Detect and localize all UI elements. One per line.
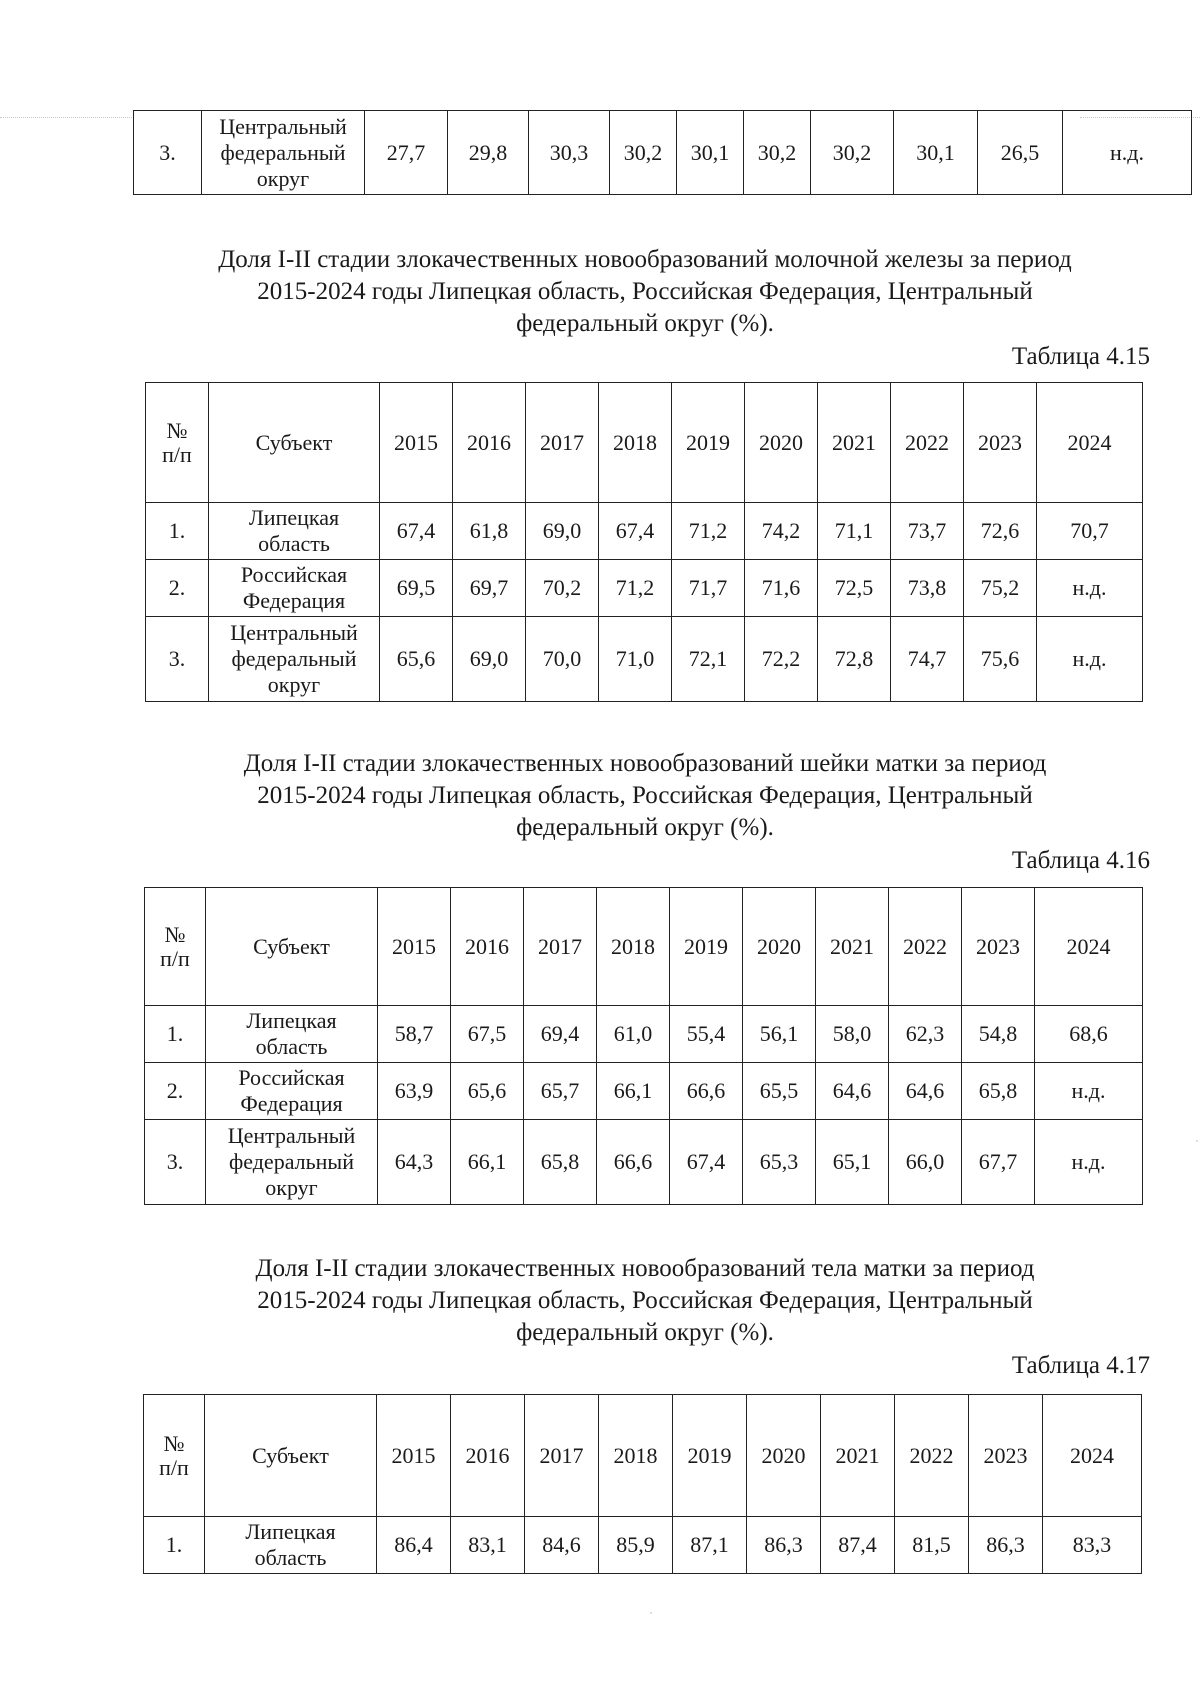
year-header: 2020 [747,1395,821,1517]
year-header: 2018 [599,1395,673,1517]
year-header: 2015 [378,888,451,1006]
row-number: 1. [146,503,209,560]
year-header: 2021 [821,1395,895,1517]
year-header: 2023 [969,1395,1043,1517]
value-cell: 54,8 [962,1006,1035,1063]
table-row [145,1120,1143,1205]
year-header: 2019 [673,1395,747,1517]
table-number-label: Таблица 4.15 [1011,343,1150,370]
value-cell: 81,5 [895,1517,969,1574]
value-cell: 65,8 [962,1063,1035,1120]
value-cell: 26,5 [978,111,1063,195]
value-cell: 30,1 [677,111,744,195]
value-cell: 69,0 [453,617,526,702]
year-header: 2023 [964,383,1037,503]
value-cell: 62,3 [889,1006,962,1063]
table-caption: Доля I-II стадии злокачественных новообразований шейки матки за период 2015-2024 годы Липецкая область, Российская Федерация, Центральный федеральный округ (%). [243,750,1047,841]
scan-dotted-line [0,117,132,118]
year-header: 2022 [895,1395,969,1517]
year-header: 2021 [816,888,889,1006]
row-number: 1. [145,1006,206,1063]
year-header: 2023 [962,888,1035,1006]
value-cell: 75,6 [964,617,1037,702]
value-cell: 65,3 [743,1120,816,1205]
value-cell: 87,4 [821,1517,895,1574]
value-cell: 65,7 [524,1063,597,1120]
continuation-table [133,110,1192,195]
scan-speck [650,1612,652,1614]
value-cell: 30,2 [811,111,894,195]
table-row [145,1006,1143,1063]
value-cell: 71,2 [672,503,745,560]
value-cell: 30,1 [894,111,978,195]
value-cell: 30,3 [529,111,610,195]
number-header: № п/п [145,888,206,1006]
value-cell: 70,7 [1037,503,1143,560]
year-header: 2016 [451,1395,525,1517]
year-header: 2019 [672,383,745,503]
subject-header: Субъект [209,383,380,503]
subject-cell: Российская Федерация [206,1063,378,1120]
header-row [144,1395,1142,1517]
row-number: 3. [146,617,209,702]
year-header: 2024 [1035,888,1143,1006]
value-cell: 71,7 [672,560,745,617]
subject-header: Субъект [206,888,378,1006]
value-cell: 67,4 [670,1120,743,1205]
number-header: № п/п [146,383,209,503]
header-row [145,888,1143,1006]
value-cell: 71,1 [818,503,891,560]
row-number: 3. [145,1120,206,1205]
value-cell: 65,5 [743,1063,816,1120]
value-cell: 84,6 [525,1517,599,1574]
value-cell: 67,4 [599,503,672,560]
value-cell: 65,1 [816,1120,889,1205]
value-cell: 67,5 [451,1006,524,1063]
value-cell: 71,0 [599,617,672,702]
value-cell: 72,8 [818,617,891,702]
row-number: 1. [144,1517,205,1574]
value-cell: 70,2 [526,560,599,617]
value-cell: 86,3 [969,1517,1043,1574]
subject-cell: Центральный федеральный округ [206,1120,378,1205]
year-header: 2022 [889,888,962,1006]
table-caption: Доля I-II стадии злокачественных новообразований тела матки за период 2015-2024 годы Липецкая область, Российская Федерация, Центральный федеральный округ (%). [255,1255,1035,1346]
year-header: 2022 [891,383,964,503]
value-cell: 75,2 [964,560,1037,617]
value-cell: 83,3 [1043,1517,1142,1574]
value-cell: н.д. [1037,560,1143,617]
value-cell: 69,7 [453,560,526,617]
year-header: 2017 [524,888,597,1006]
year-header: 2024 [1037,383,1143,503]
year-header: 2016 [451,888,524,1006]
year-header: 2021 [818,383,891,503]
year-header: 2017 [526,383,599,503]
value-cell: 27,7 [365,111,448,195]
value-cell: н.д. [1037,617,1143,702]
table-row [144,1517,1142,1574]
value-cell: 73,7 [891,503,964,560]
table-4-16 [144,887,1143,1205]
value-cell: 71,2 [599,560,672,617]
value-cell: 66,6 [597,1120,670,1205]
number-header: № п/п [144,1395,205,1517]
value-cell: 86,4 [377,1517,451,1574]
value-cell: 72,1 [672,617,745,702]
value-cell: 71,6 [745,560,818,617]
value-cell: н.д. [1035,1063,1143,1120]
value-cell: 85,9 [599,1517,673,1574]
subject-cell: Центральный федеральный округ [202,111,365,195]
value-cell: 67,7 [962,1120,1035,1205]
subject-header: Субъект [205,1395,377,1517]
value-cell: н.д. [1035,1120,1143,1205]
value-cell: 56,1 [743,1006,816,1063]
table-row [145,1063,1143,1120]
row-number: 2. [145,1063,206,1120]
value-cell: 29,8 [448,111,529,195]
value-cell: 66,1 [597,1063,670,1120]
value-cell: 74,7 [891,617,964,702]
value-cell: 30,2 [610,111,677,195]
value-cell: 72,2 [745,617,818,702]
table-number-label: Таблица 4.17 [1011,1352,1150,1379]
value-cell: 69,5 [380,560,453,617]
table-4-15 [145,382,1143,702]
year-header: 2015 [377,1395,451,1517]
subject-cell: Липецкая область [205,1517,377,1574]
table-row [146,503,1143,560]
value-cell: 70,0 [526,617,599,702]
year-header: 2017 [525,1395,599,1517]
value-cell: 58,7 [378,1006,451,1063]
value-cell: 86,3 [747,1517,821,1574]
year-header: 2024 [1043,1395,1142,1517]
value-cell: 72,6 [964,503,1037,560]
year-header: 2018 [597,888,670,1006]
value-cell: 61,0 [597,1006,670,1063]
year-header: 2020 [745,383,818,503]
value-cell: 64,6 [889,1063,962,1120]
value-cell: 61,8 [453,503,526,560]
value-cell: 87,1 [673,1517,747,1574]
value-cell: 65,6 [380,617,453,702]
value-cell: 64,6 [816,1063,889,1120]
value-cell: 55,4 [670,1006,743,1063]
subject-cell: Липецкая область [209,503,380,560]
year-header: 2016 [453,383,526,503]
table-number-label: Таблица 4.16 [1011,847,1150,874]
value-cell: 30,2 [744,111,811,195]
value-cell: 69,0 [526,503,599,560]
value-cell: 68,6 [1035,1006,1143,1063]
value-cell: 66,6 [670,1063,743,1120]
header-row [146,383,1143,503]
value-cell: 66,1 [451,1120,524,1205]
value-cell: 72,5 [818,560,891,617]
subject-cell: Липецкая область [206,1006,378,1063]
table-row [146,617,1143,702]
value-cell: 65,8 [524,1120,597,1205]
subject-cell: Российская Федерация [209,560,380,617]
table-row [134,111,1192,195]
row-number: 2. [146,560,209,617]
year-header: 2018 [599,383,672,503]
value-cell: 58,0 [816,1006,889,1063]
value-cell: 74,2 [745,503,818,560]
value-cell: н.д. [1063,111,1192,195]
value-cell: 73,8 [891,560,964,617]
table-caption: Доля I-II стадии злокачественных новообразований молочной железы за период 2015-2024 годы Липецкая область, Российская Федерация, Центральный федеральный округ (%). [218,246,1072,337]
table-4-17 [143,1394,1142,1574]
row-number: 3. [134,111,202,195]
value-cell: 65,6 [451,1063,524,1120]
value-cell: 67,4 [380,503,453,560]
year-header: 2019 [670,888,743,1006]
year-header: 2020 [743,888,816,1006]
value-cell: 69,4 [524,1006,597,1063]
value-cell: 83,1 [451,1517,525,1574]
value-cell: 64,3 [378,1120,451,1205]
value-cell: 66,0 [889,1120,962,1205]
year-header: 2015 [380,383,453,503]
value-cell: 63,9 [378,1063,451,1120]
subject-cell: Центральный федеральный округ [209,617,380,702]
table-row [146,560,1143,617]
scan-speck [1196,1140,1198,1142]
